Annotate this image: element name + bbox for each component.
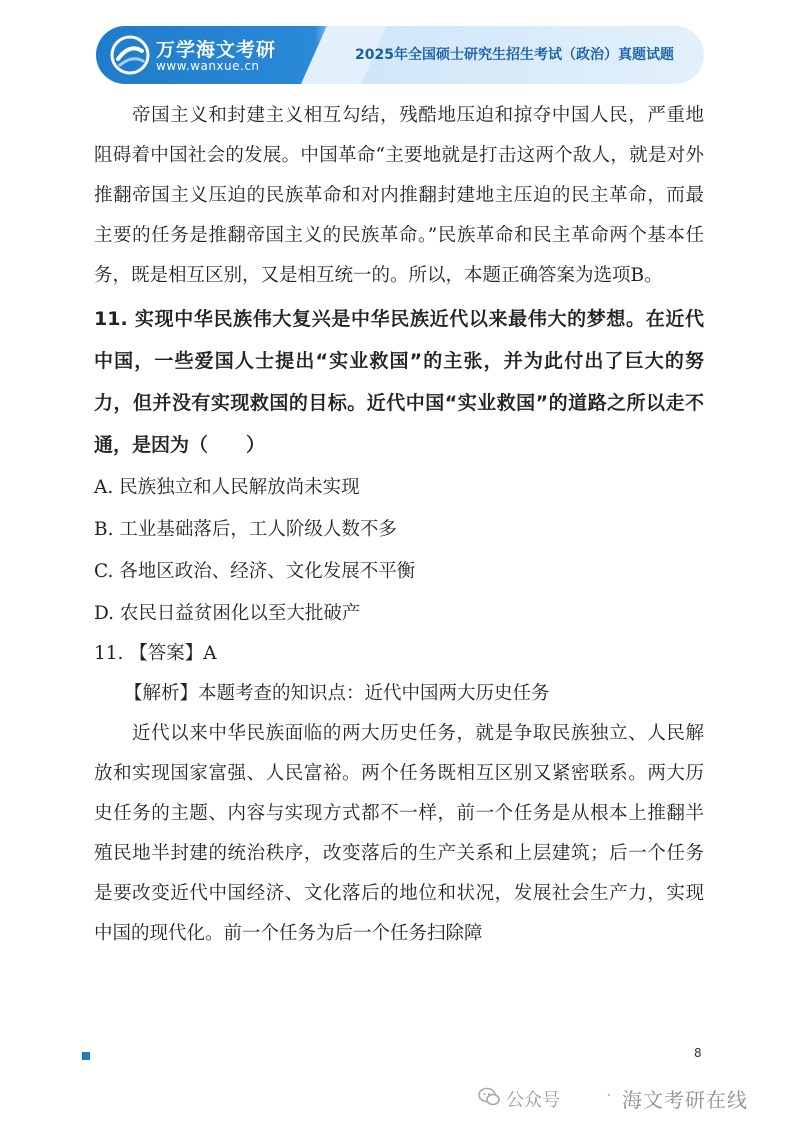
option-b: B. 工业基础落后，工人阶级人数不多 — [94, 519, 397, 540]
watermark-public-label: 公众号 — [506, 1090, 560, 1111]
wechat-icon — [478, 1087, 500, 1107]
analysis-body: 近代以来中华民族面临的两大历史任务，就是争取民族独立、人民解放和实现国家富强、人民富裕。两个任务既相互区别又紧密联系。两大历史任务的主题、内容与实现方式都不一样，前一个任务是从根本上推翻半殖民地半封建的统治秩序，改变落后的生产关系和上层建筑；后一个任务是要改变近代中国经济、文化落后的地位和状况，发展社会生产力，实现中国的现代化。前一个任务为后一个任务扫除障 — [94, 723, 704, 944]
answer-line: 11. 【答案】A — [94, 643, 217, 664]
option-a: A. 民族独立和人民解放尚未实现 — [94, 477, 360, 498]
brand-name: 万学海文考研 — [156, 39, 277, 61]
brand-url: www.wanxue.cn — [156, 59, 260, 73]
watermark-account-name: 海文考研在线 — [622, 1088, 748, 1112]
analysis-intro: 【解析】本题考查的知识点：近代中国两大历史任务 — [124, 683, 550, 704]
wanxue-logo-icon — [110, 35, 150, 75]
explanation-paragraph: 帝国主义和封建主义相互勾结，残酷地压迫和掠夺中国人民，严重地阻碍着中国社会的发展。中国革命“主要地就是打击这两个敌人，就是对外推翻帝国主义压迫的民族革命和对内推翻封建地主压迫的民主革命，而最主要的任务是推翻帝国主义的民族革命。”民族革命和民主革命两个基本任务，既是相互区别，又是相互统一的。所以，本题正确答案为选项B。 — [94, 105, 704, 286]
header-banner — [96, 26, 704, 84]
question-stem: 11. 实现中华民族伟大复兴是中华民族近代以来最伟大的梦想。在近代中国，一些爱国人士提出“实业救国”的主张，并为此付出了巨大的努力，但并没有实现救国的目标。近代中国“实业救国”的道路之所以走不通，是因为（ ） — [94, 308, 704, 456]
watermark-separator: · — [606, 1085, 612, 1106]
option-c: C. 各地区政治、经济、文化发展不平衡 — [94, 561, 416, 582]
document-body — [94, 96, 704, 954]
page-marker — [82, 1052, 90, 1060]
page-number: 8 — [694, 1046, 702, 1060]
exam-title: 2025年全国硕士研究生招生考试（政治）真题试题 — [355, 47, 674, 63]
option-d: D. 农民日益贫困化以至大批破产 — [94, 603, 361, 624]
